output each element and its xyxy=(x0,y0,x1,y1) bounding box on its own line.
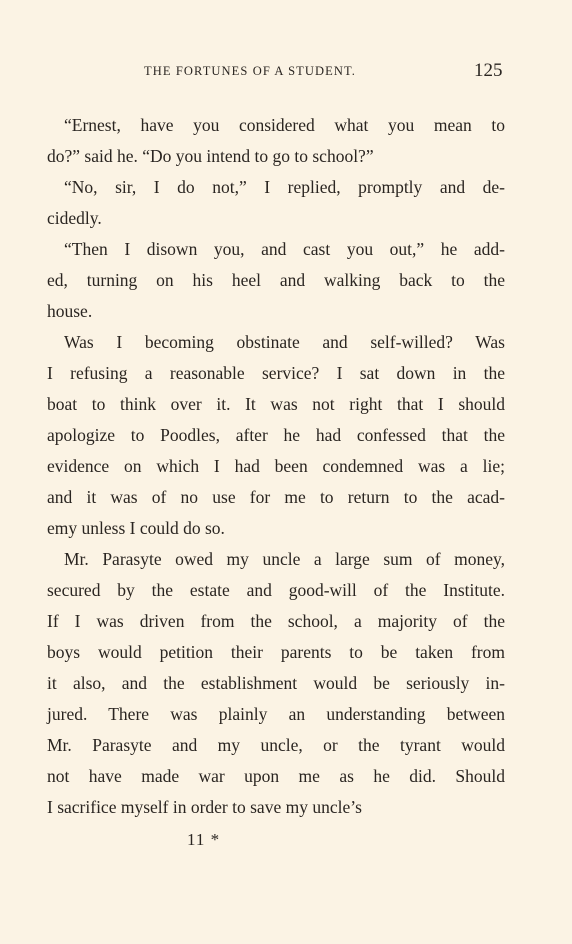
paragraph xyxy=(47,327,505,544)
text-line: house. xyxy=(47,301,93,321)
text-line: I refusing a reasonable service? I sat down in the xyxy=(47,363,505,383)
text-line: jured. There was plainly an understanding between xyxy=(47,704,505,724)
page-number: 125 xyxy=(474,60,503,81)
running-title: THE FORTUNES OF A STUDENT. xyxy=(144,64,357,78)
paragraph xyxy=(47,234,505,327)
text-line: evidence on which I had been condemned was a lie; xyxy=(47,456,505,476)
text-line: “Then I disown you, and cast you out,” he add- xyxy=(64,239,505,259)
text-line: Was I becoming obstinate and self-willed? Was xyxy=(64,332,505,352)
text-line: and it was of no use for me to return to the acad- xyxy=(47,487,505,507)
text-line: do?” said he. “Do you intend to go to school?” xyxy=(47,146,374,166)
text-line: ed, turning on his heel and walking back to the xyxy=(47,270,505,290)
paragraph xyxy=(47,544,505,823)
text-line: “Ernest, have you considered what you mean to xyxy=(64,115,505,135)
body-text xyxy=(47,110,505,823)
text-line: boat to think over it. It was not right that I should xyxy=(47,394,505,414)
signature-mark: 11 * xyxy=(187,830,221,849)
paragraph xyxy=(47,110,505,172)
text-line: not have made war upon me as he did. Should xyxy=(47,766,505,786)
text-line: Mr. Parasyte owed my uncle a large sum of money, xyxy=(64,549,505,569)
text-line: apologize to Poodles, after he had confessed that the xyxy=(47,425,505,445)
text-line: Mr. Parasyte and my uncle, or the tyrant would xyxy=(47,735,505,755)
paragraph xyxy=(47,172,505,234)
text-line: boys would petition their parents to be taken from xyxy=(47,642,505,662)
text-line: I sacrifice myself in order to save my uncle’s xyxy=(47,797,362,817)
text-line: If I was driven from the school, a majority of the xyxy=(47,611,505,631)
text-line: it also, and the establishment would be seriously in- xyxy=(47,673,505,693)
text-line: cidedly. xyxy=(47,208,102,228)
running-head xyxy=(0,56,572,84)
text-line: emy unless I could do so. xyxy=(47,518,225,538)
text-line: “No, sir, I do not,” I replied, promptly and de- xyxy=(64,177,505,197)
text-line: secured by the estate and good-will of the Institute. xyxy=(47,580,505,600)
